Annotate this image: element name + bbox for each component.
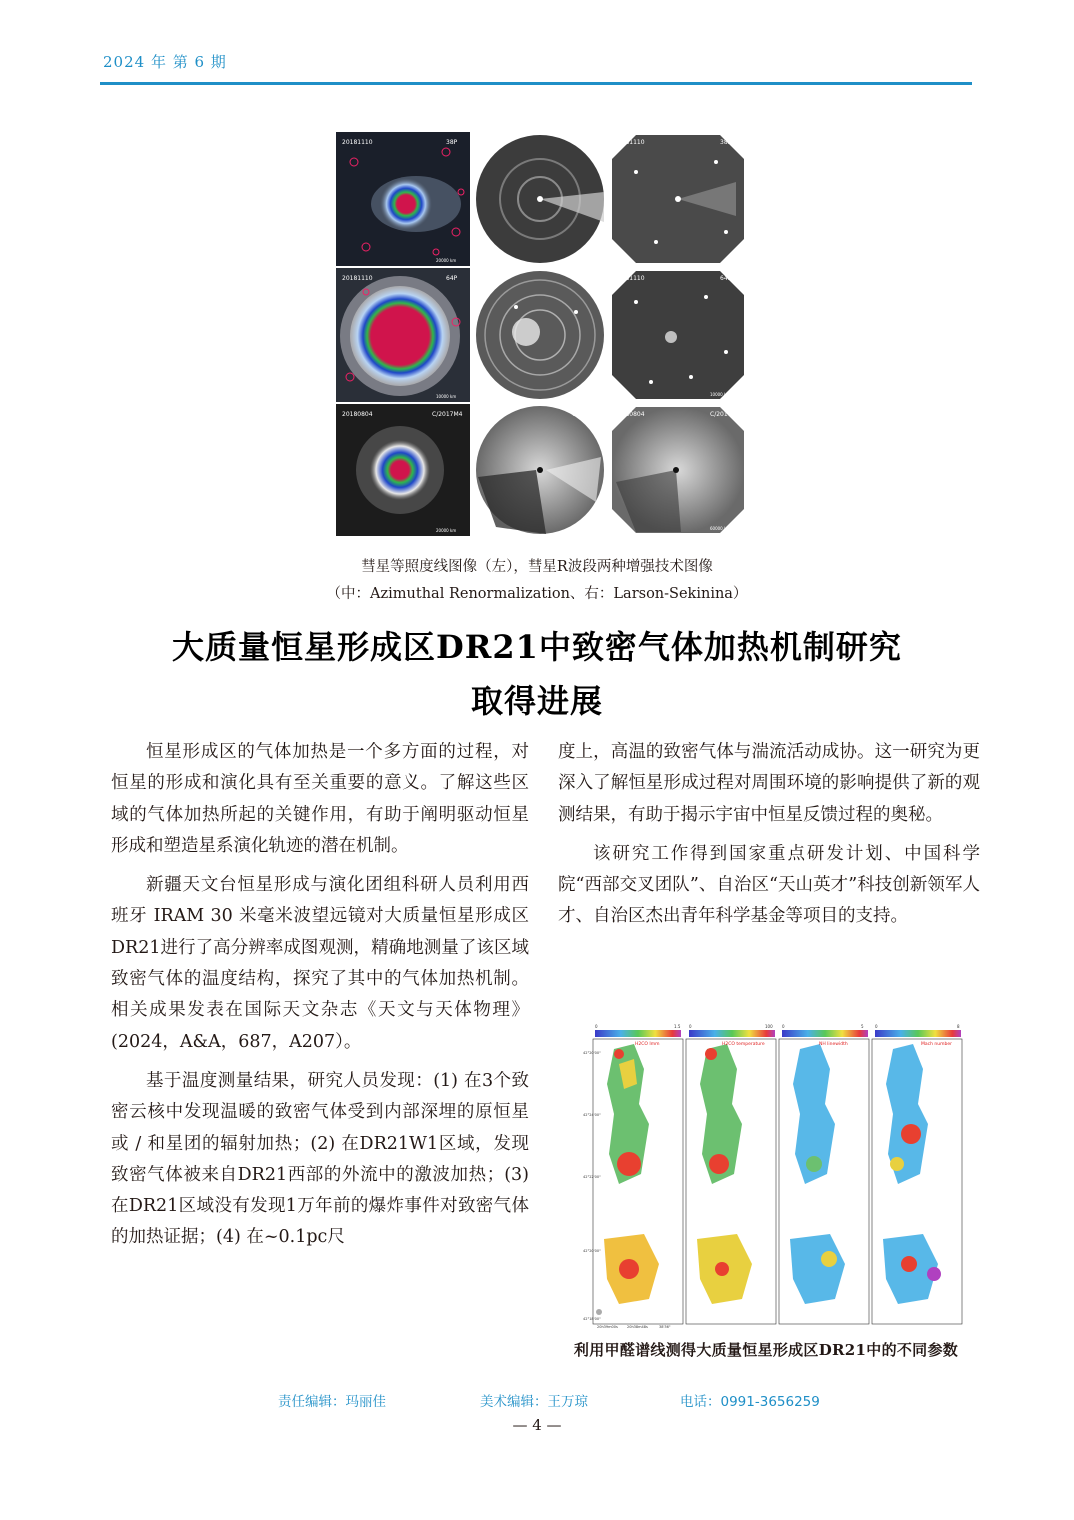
dec-tick-a: 42°20'00"	[583, 1051, 601, 1055]
row3-scale-left: 20000 km	[436, 528, 457, 533]
panel2-label: H2CO temperature	[722, 1042, 765, 1047]
ra-tick-a: 20h39m00s	[597, 1325, 618, 1329]
comet-c2017m4-isophote	[336, 404, 470, 536]
comet-64p-azimuthal	[472, 268, 608, 402]
paragraph-findings-continued: 度上，高温的致密气体与湍流活动成协。这一研究为更深入了解恒星形成过程对周围环境的影响提供了新的观测结果，有助于揭示宇宙中恒星反馈过程的奥秘。	[558, 742, 980, 825]
ra-tick-c: 38'36"	[659, 1325, 671, 1329]
row1-date-mid: 20181110	[476, 139, 507, 146]
footer-art-editor: 美术编辑：王万琼	[480, 1394, 588, 1410]
ra-tick-b: 20h38m48s	[627, 1325, 648, 1329]
row3-object-left: C/2017M4	[432, 411, 463, 418]
panel1-scale-max: 1.5	[674, 1024, 681, 1029]
row2-date-right: 20181110	[614, 275, 645, 282]
row3-object-mid: C/2017M4	[572, 411, 603, 418]
panel1-label: H2CO Imm	[635, 1042, 660, 1047]
comet-c2017m4-larson	[610, 404, 746, 536]
panel4-label: Mach number	[921, 1042, 952, 1047]
row1-object-mid: 38P	[582, 139, 594, 146]
dec-tick-b: 42°24'00"	[583, 1113, 601, 1117]
dec-tick-e: 42°18'00"	[583, 1317, 601, 1321]
row2-object-mid: 64P	[582, 275, 594, 282]
row2-object-left: 64P	[446, 275, 458, 282]
paragraph-findings: 基于温度测量结果，研究人员发现：(1) 在3个致密云核中发现温暖的致密气体受到内部深埋的原恒星或 / 和星团的辐射加热；(2) 在DR21W1区域，发现致密气体被来自DR21西部的外流中的激波加热；(3) 在DR21区域没有发现1万年前的爆炸事件对致密气体的加热证据；(4) 在~0.1pc尺	[111, 1070, 529, 1248]
row2-date-left: 20181110	[342, 275, 373, 282]
footer-phone: 电话：0991-3656259	[680, 1394, 820, 1410]
row3-scale-right: 60000 km	[710, 526, 731, 531]
footer-editor: 责任编辑：玛丽佳	[278, 1394, 386, 1410]
row3-scale-mid: 60000 km	[574, 526, 595, 531]
row3-date-left: 20180804	[342, 411, 373, 418]
header-rule	[100, 82, 972, 85]
panel3-scale-max: 5	[861, 1024, 864, 1029]
panel1-scale-min: 0	[595, 1024, 598, 1029]
comet-38p-isophote	[336, 132, 470, 266]
issue-label: 2024 年 第 6 期	[103, 53, 227, 71]
dec-tick-c: 42°22'00"	[583, 1175, 601, 1179]
comet-64p-isophote	[336, 268, 470, 402]
paragraph-intro: 恒星形成区的气体加热是一个多方面的过程，对恒星的形成和演化具有至关重要的意义。了解这些区域的气体加热所起的关键作用，有助于阐明驱动恒星形成和塑造星系演化轨迹的潜在机制。	[111, 742, 529, 856]
comet-caption-line2: （中：Azimuthal Renormalization、右：Larson-Sekinina）	[326, 586, 748, 602]
row1-date-right: 20181110	[614, 139, 645, 146]
panel2-scale-min: 0	[689, 1024, 692, 1029]
page-number: — 4 —	[512, 1416, 562, 1434]
row2-scale-right: 10000 km	[710, 392, 731, 397]
dec-tick-d: 42°20'00"	[583, 1249, 601, 1253]
panel2-scale-max: 100	[765, 1024, 773, 1029]
panel3-scale-min: 0	[782, 1024, 785, 1029]
comet-c2017m4-azimuthal	[472, 404, 608, 536]
map-caption: 利用甲醛谱线测得大质量恒星形成区DR21中的不同参数	[573, 1341, 959, 1359]
comet-38p-azimuthal	[472, 132, 608, 266]
comet-image-grid	[336, 132, 746, 536]
row1-object-left: 38P	[446, 139, 458, 146]
panel4-scale-max: 8	[957, 1024, 960, 1029]
row1-date-left: 20181110	[342, 139, 373, 146]
comet-38p-larson	[610, 132, 746, 266]
article-right-column	[558, 737, 980, 941]
panel3-label: NH linewidth	[819, 1042, 848, 1047]
article-title-line2: 取得进展	[470, 682, 603, 720]
row2-date-mid: 20181110	[476, 275, 507, 282]
comet-64p-larson	[610, 268, 746, 402]
row2-scale-left: 10000 km	[436, 394, 457, 399]
row2-scale-mid: 10000 km	[574, 392, 595, 397]
paragraph-funding: 该研究工作得到国家重点研发计划、中国科学院“西部交叉团队”、自治区“天山英才”科技创新领军人才、自治区杰出青年科学基金等项目的支持。	[558, 843, 980, 927]
row3-object-right: C/2017M4	[710, 411, 741, 418]
dr21-parameter-maps	[583, 1024, 974, 1329]
row1-object-right: 38P	[720, 139, 732, 146]
article-left-column	[111, 737, 529, 1262]
row1-scale-mid: 20000 km	[574, 256, 595, 261]
row2-object-right: 64P	[720, 275, 732, 282]
comet-caption-line1: 彗星等照度线图像（左），彗星R波段两种增强技术图像	[361, 559, 713, 575]
row3-date-right: 20180804	[614, 411, 645, 418]
row3-date-mid: 20180804	[476, 411, 507, 418]
paragraph-method: 新疆天文台恒星形成与演化团组科研人员利用西班牙 IRAM 30 米毫米波望远镜对大质量恒星形成区DR21进行了高分辨率成图观测，精确地测量了该区域致密气体的温度结构，探究了其中的气体加热机制。相关成果发表在国际天文杂志《天文与天体物理》(2024，A&A，687，A207）。	[111, 875, 529, 1052]
row1-scale-left: 20000 km	[436, 258, 457, 263]
article-title-line1: 大质量恒星形成区DR21中致密气体加热机制研究	[172, 628, 902, 666]
panel4-scale-min: 0	[875, 1024, 878, 1029]
